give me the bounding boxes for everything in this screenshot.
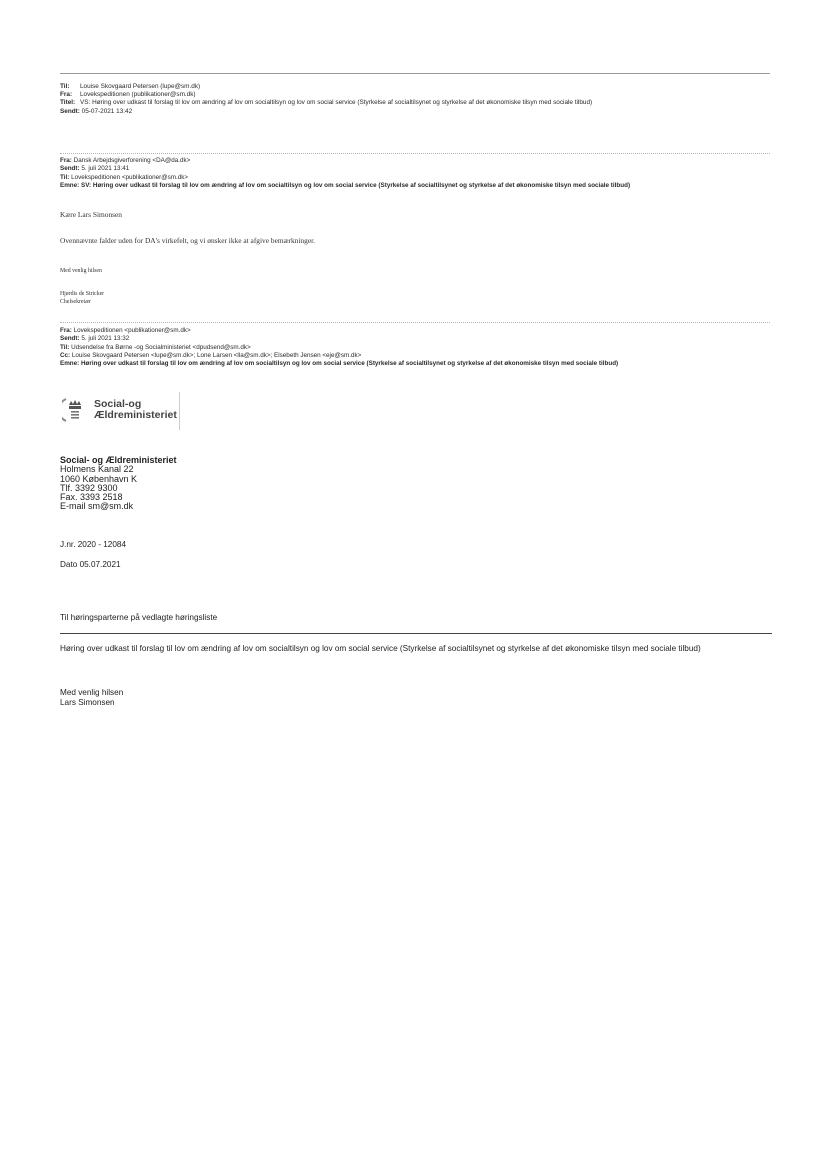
original-sendt-value: 5. juli 2021 13:32 <box>81 335 130 343</box>
letter-subject: Høring over udkast til forslag til lov om ændring af lov om socialtilsyn og lov om social service (Styrkelse af socialtilsynet og styrkelse af det økonomiske tilsyn med sociale tilbud) <box>60 644 701 653</box>
reply-divider <box>60 153 770 154</box>
ministry-logo-text <box>94 399 177 422</box>
forward-til-row <box>60 83 780 91</box>
address-email[interactable]: E-mail sm@sm.dk <box>60 501 134 512</box>
original-til-label: Til: <box>60 343 70 351</box>
forward-fra-value[interactable]: Lovekspeditionen (publikationer@sm.dk) <box>80 91 196 99</box>
forward-fra-label: Fra: <box>60 91 73 99</box>
original-sendt-label: Sendt: <box>60 335 80 343</box>
forward-fra-row <box>60 91 780 99</box>
forward-sendt-label: Sendt: <box>60 107 80 115</box>
reply-signer-title: Chefsekretær <box>60 299 91 305</box>
reply-sendt-value: 5. juli 2021 13:41 <box>81 165 130 173</box>
reply-fra-value[interactable]: Dansk Arbejdsgiverforening <DA@da.dk> <box>73 157 191 164</box>
letter-signoff <box>60 688 123 707</box>
forward-til-label: Til: <box>60 83 70 90</box>
reply-signer-name: Hjørdis de Stricker <box>60 291 105 297</box>
address-street: Holmens Kanal 22 <box>60 464 134 475</box>
reply-emne-value: SV: Høring over udkast til forslag til lov om ændring af lov om socialtilsyn og lov om social service (Styrkelse af socialtilsynet og styrkelse af det økonomiske tilsyn med sociale tilbud) <box>81 181 631 189</box>
reply-emne-label: Emne: <box>60 181 80 189</box>
reply-fra-label: Fra: <box>60 157 72 164</box>
original-emne-label: Emne: <box>60 360 80 368</box>
letter-divider <box>60 633 772 634</box>
forward-titel-label: Titel: <box>60 99 76 107</box>
forward-titel-row <box>60 99 780 107</box>
logo-line1: Social-og <box>94 397 142 410</box>
reply-signature <box>60 290 104 306</box>
journal-number: J.nr. 2020 - 12084 <box>60 540 127 549</box>
crown-crest-icon <box>62 396 88 424</box>
letter-signer: Lars Simonsen <box>60 697 115 707</box>
address-phone: Tlf. 3392 9300 <box>60 482 118 493</box>
reply-til-label: Til: <box>60 173 70 181</box>
logo-line2: Ældreministeriet <box>94 409 177 421</box>
original-emne-value: Høring over udkast til forslag til lov om ændring af lov om socialtilsyn og lov om social service (Styrkelse af socialtilsynet og styrkelse af det økonomiske tilsyn med sociale tilbud) <box>81 360 619 368</box>
original-cc-label: Cc: <box>60 351 71 359</box>
forward-header <box>60 83 780 116</box>
reply-email-header <box>60 157 780 190</box>
top-divider <box>60 73 770 74</box>
reply-sendt-label: Sendt: <box>60 165 80 173</box>
letter-date: Dato 05.07.2021 <box>60 560 121 569</box>
original-email-header <box>60 327 780 368</box>
reply-greeting: Kære Lars Simonsen <box>60 210 122 219</box>
reply-body: Ovennævnte falder uden for DA's virkefelt, og vi ønsker ikke at afgive bemærkninger. <box>60 236 316 245</box>
forward-sendt-value: 05-07-2021 13:42 <box>81 107 133 115</box>
logo-side-divider <box>179 392 180 430</box>
address-fax: Fax. 3393 2518 <box>60 492 123 503</box>
sender-address <box>60 456 177 512</box>
ministry-logo <box>62 392 180 428</box>
original-cc-value[interactable]: Louise Skovgaard Petersen <lupe@sm.dk>; Lone Larsen <lla@sm.dk>; Elsebeth Jensen <eje@sm.dk> <box>71 351 362 359</box>
reply-til-value[interactable]: Lovekspeditionen <publikationer@sm.dk> <box>71 173 189 181</box>
letter-closing: Med venlig hilsen <box>60 688 124 697</box>
original-til-value[interactable]: Udsendelse fra Børne -og Socialministeriet <dpudsend@sm.dk> <box>71 343 251 351</box>
address-city: 1060 København K <box>60 473 138 484</box>
original-fra-label: Fra: <box>60 327 72 334</box>
forward-titel-value: VS: Høring over udkast til forslag til lov om ændring af lov om socialtilsyn og lov om social service (Styrkelse af socialtilsynet og styrkelse af det økonomiske tilsyn med sociale tilbud) <box>80 99 593 107</box>
forward-til-value[interactable]: Louise Skovgaard Petersen (lupe@sm.dk) <box>80 83 201 90</box>
reply-closing: Med venlig hilsen <box>60 268 102 274</box>
forward-sendt-row <box>60 108 780 116</box>
original-fra-value[interactable]: Lovekspeditionen <publikationer@sm.dk> <box>73 327 191 334</box>
original-divider <box>60 322 770 323</box>
letter-recipients: Til høringsparterne på vedlagte høringsliste <box>60 613 218 622</box>
address-org: Social- og Ældreministeriet <box>60 455 177 465</box>
